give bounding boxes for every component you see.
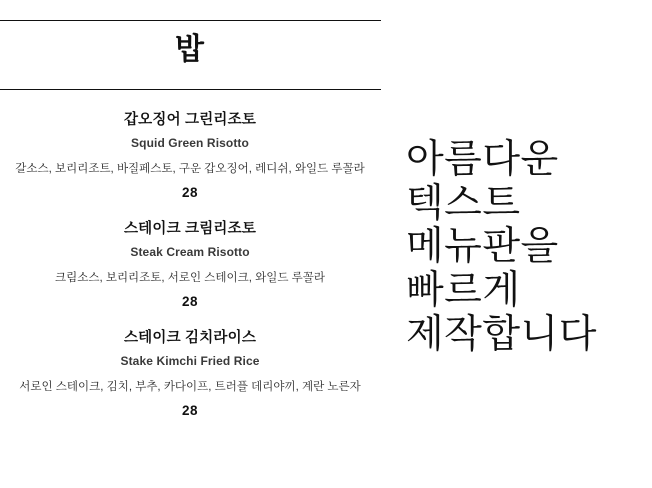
menu-section-title: 밥 bbox=[175, 33, 205, 66]
menu-item-price: 28 bbox=[181, 184, 199, 200]
menu-item-name-ko: 스테이크 김치라이스 bbox=[123, 329, 257, 346]
menu-item bbox=[0, 219, 380, 309]
menu-item-price: 28 bbox=[181, 293, 199, 309]
menu-item-list bbox=[0, 110, 380, 437]
menu-item-name-en: Squid Green Risotto bbox=[131, 136, 249, 151]
menu-item-description: 크림소스, 보리리조토, 서로인 스테이크, 와일드 루꼴라 bbox=[55, 271, 325, 284]
headline-line-1: 아름다운 bbox=[406, 138, 559, 181]
menu-item-description: 갈소스, 보리리조트, 바질페스토, 구운 갑오징어, 레디쉬, 와일드 루꼴라 bbox=[15, 162, 365, 175]
headline-line-5: 제작합니다 bbox=[406, 312, 597, 356]
headline-line-2: 텍스트 bbox=[406, 181, 521, 225]
menu-item-name-ko: 갑오징어 그린리조토 bbox=[123, 112, 257, 128]
divider-bottom bbox=[0, 89, 381, 90]
menu-item-description: 서로인 스테이크, 김치, 부추, 카다이프, 트러플 데리야끼, 계란 노른자 bbox=[19, 380, 361, 393]
headline-line-4: 빠르게 bbox=[406, 269, 521, 313]
menu-item bbox=[0, 328, 380, 418]
menu-item-price: 28 bbox=[181, 402, 199, 418]
menu-item-name-en: Steak Cream Risotto bbox=[130, 244, 250, 259]
menu-item-name-en: Stake Kimchi Fried Rice bbox=[120, 353, 260, 368]
headline-line-3: 메뉴판을 bbox=[406, 225, 559, 269]
menu-item bbox=[0, 110, 380, 200]
headline-panel bbox=[392, 0, 652, 488]
menu-item-name-ko: 스테이크 크림리조토 bbox=[123, 220, 257, 237]
divider-top bbox=[0, 20, 381, 21]
